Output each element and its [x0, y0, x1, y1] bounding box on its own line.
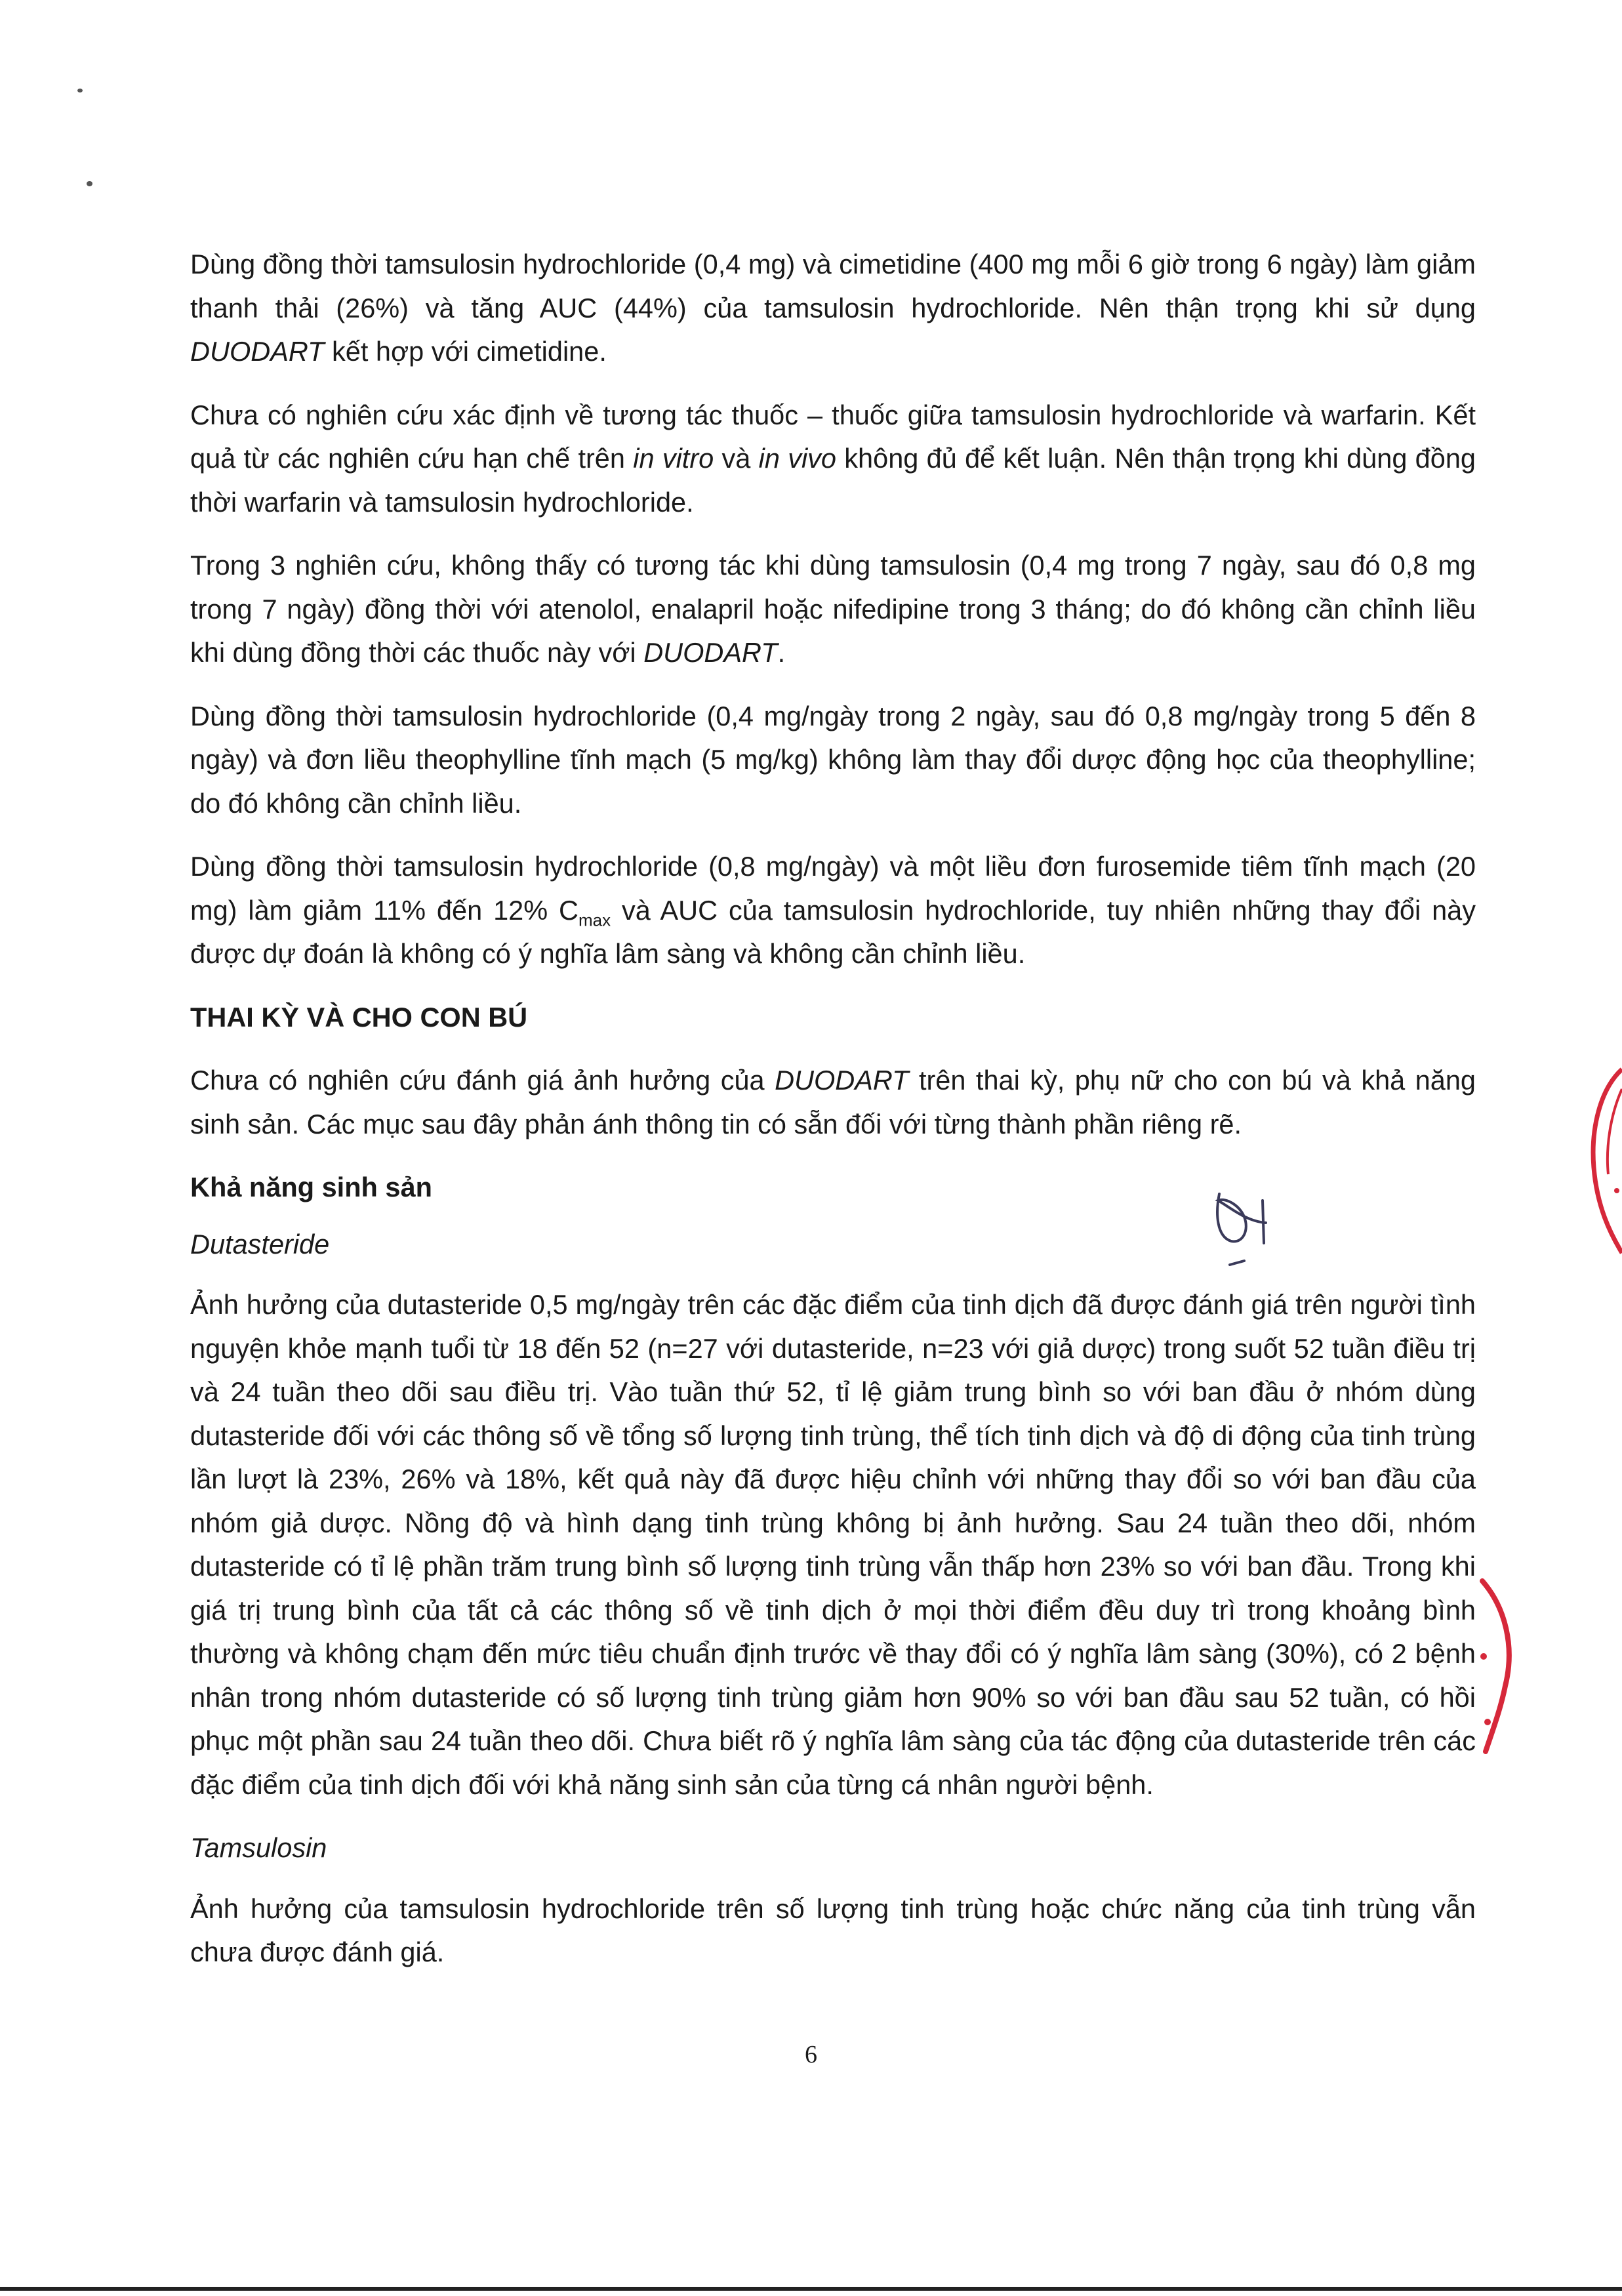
drug-name: DUODART: [775, 1065, 909, 1096]
red-stamp-fragment: [1587, 1063, 1622, 1260]
document-body: [190, 243, 1476, 1994]
scan-speck: [87, 181, 92, 186]
paragraph-atenolol: Trong 3 nghiên cứu, không thấy có tương tác khi dùng tamsulosin (0,4 mg trong 7 ngày, sau đó 0,8 mg trong 7 ngày) đồng thời với atenolol, enalapril hoặc nifedipine trong 3 tháng; do đó không cần chỉnh liều khi dùng đồng thời các thuốc này với DUODART.: [190, 550, 1476, 668]
drug-name: DUODART: [643, 637, 778, 668]
subheading-tamsulosin: Tamsulosin: [190, 1832, 327, 1863]
paragraph-warfarin: Chưa có nghiên cứu xác định về tương tác thuốc – thuốc giữa tamsulosin hydrochloride và warfarin. Kết quả từ các nghiên cứu hạn chế trên in vitro và in vivo không đủ để kết luận. Nên thận trọng khi dùng đồng thời warfarin và tamsulosin hydrochloride.: [190, 399, 1476, 518]
subheading-dutasteride: Dutasteride: [190, 1228, 330, 1260]
handwritten-initials: [1210, 1181, 1282, 1279]
drug-name: DUODART: [190, 336, 325, 367]
page-number: 6: [805, 2041, 817, 2068]
red-signature-stroke: [1469, 1568, 1528, 1765]
paragraph-cimetidine: Dùng đồng thời tamsulosin hydrochloride (0,4 mg) và cimetidine (400 mg mỗi 6 giờ trong 6 ngày) làm giảm thanh thải (26%) và tăng AUC (44%) của tamsulosin hydrochloride. Nên thận trọng khi sử dụng DUODART kết hợp với cimetidine.: [190, 249, 1476, 367]
paragraph-furosemide: Dùng đồng thời tamsulosin hydrochloride (0,8 mg/ngày) và một liều đơn furosemide tiêm tĩnh mạch (20 mg) làm giảm 11% đến 12% $C_{max}$ và AUC của tamsulosin hydrochloride, tuy nhiên những thay đổi này được dự đoán là không có ý nghĩa lâm sàng và không cần chỉnh liều.: [190, 851, 1476, 969]
paragraph-pregnancy-intro: Chưa có nghiên cứu đánh giá ảnh hưởng của DUODART trên thai kỳ, phụ nữ cho con bú và khả năng sinh sản. Các mục sau đây phản ánh thông tin có sẵn đối với từng thành phần riêng rẽ.: [190, 1065, 1476, 1139]
section-heading: THAI KỲ VÀ CHO CON BÚ: [190, 1001, 528, 1033]
scan-speck: [77, 89, 83, 92]
subheading-fertility: Khả năng sinh sản: [190, 1172, 432, 1202]
scan-edge-bar: [0, 2287, 1622, 2291]
paragraph-tamsulosin: Ảnh hưởng của tamsulosin hydrochloride trên số lượng tinh trùng hoặc chức năng của tinh trùng vẫn chưa được đánh giá.: [190, 1893, 1476, 1967]
paragraph-dutasteride: Ảnh hưởng của dutasteride 0,5 mg/ngày trên các đặc điểm của tinh dịch đã được đánh giá trên người tình nguyện khỏe mạnh tuổi từ 18 đến 52 (n=27 với dutasteride, n=23 với giả dược) trong suốt 52 tuần điều trị và 24 tuần theo dõi sau điều trị. Vào tuần thứ 52, tỉ lệ giảm trung bình so với ban đầu ở nhóm dùng dutasteride đối với các thông số về tổng số lượng tinh trùng, thể tích tinh dịch và độ di động của tinh trùng lần lượt là 23%, 26% và 18%, kết quả này đã được hiệu chỉnh với những thay đổi so với ban đầu của nhóm giả dược. Nồng độ và hình dạng tinh trùng không bị ảnh hưởng. Sau 24 tuần theo dõi, nhóm dutasteride có tỉ lệ phần trăm trung bình số lượng tinh trùng vẫn thấp hơn 23% so với ban đầu. Trong khi giá trị trung bình của tất cả các thông số về tinh dịch ở mọi thời điểm đều duy trì trong khoảng bình thường và không chạm đến mức tiêu chuẩn định trước về thay đổi có ý nghĩa lâm sàng (30%), có 2 bệnh nhân trong nhóm dutasteride có số lượng tinh trùng giảm hơn 90% so với ban đầu sau 52 tuần, có hồi phục một phần sau 24 tuần theo dõi. Chưa biết rõ ý nghĩa lâm sàng của tác động của dutasteride trên các đặc điểm của tinh dịch đối với khả năng sinh sản của từng cá nhân người bệnh.: [190, 1289, 1476, 1800]
paragraph-theophylline: Dùng đồng thời tamsulosin hydrochloride (0,4 mg/ngày trong 2 ngày, sau đó 0,8 mg/ngày trong 5 đến 8 ngày) và đơn liều theophylline tĩnh mạch (5 mg/kg) không làm thay đổi dược động học của theophylline; do đó không cần chỉnh liều.: [190, 700, 1476, 819]
